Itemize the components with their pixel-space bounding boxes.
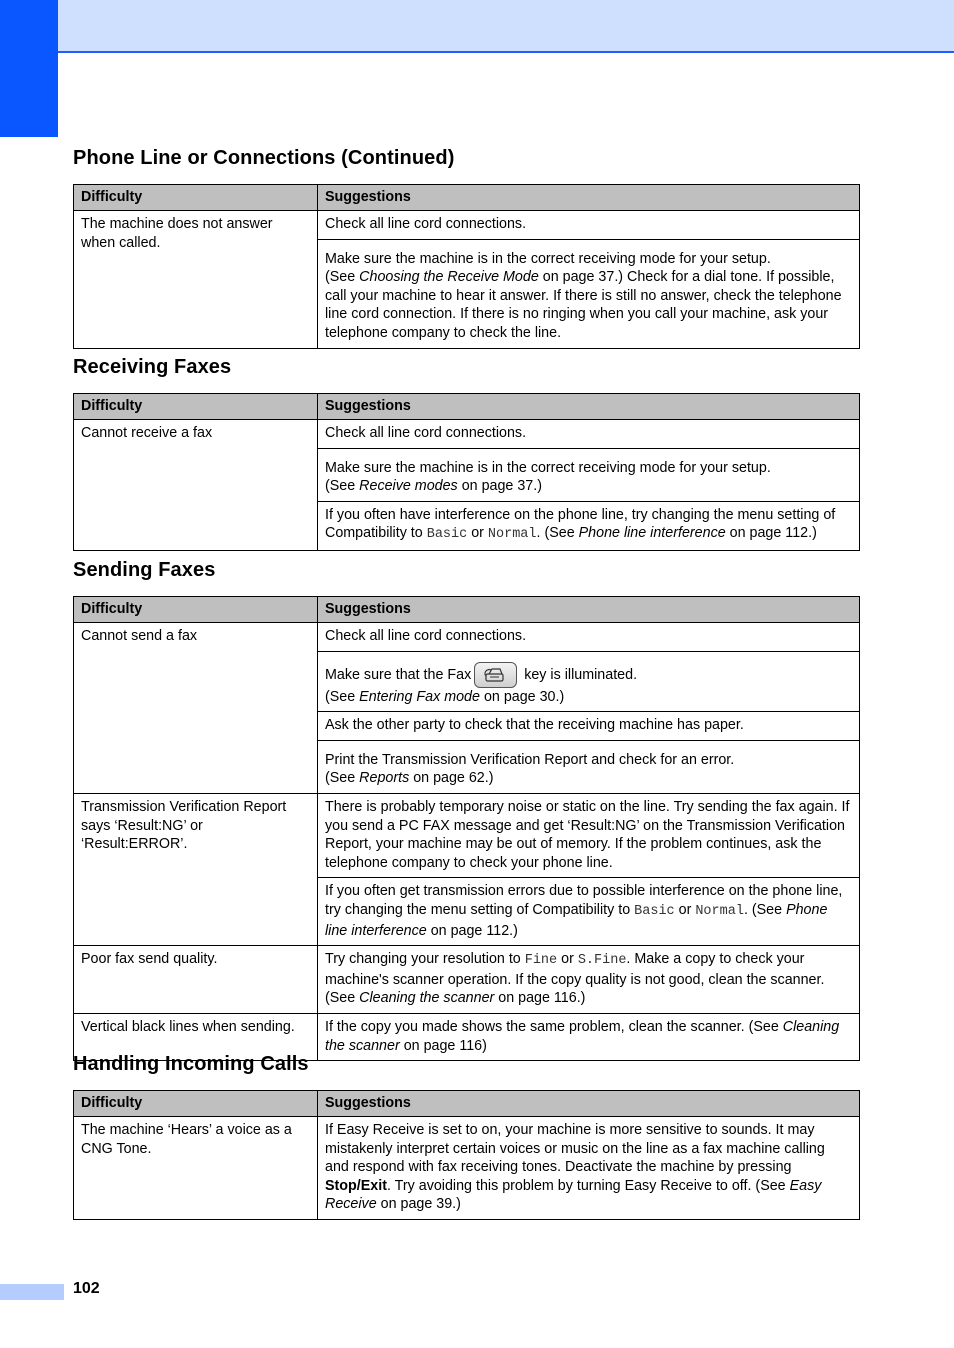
suggestion-cell [318, 448, 860, 501]
footer-tab [0, 1284, 64, 1300]
phone-line-table [73, 184, 860, 349]
suggestion-cell: There is probably temporary noise or static on the line. Try sending the fax again. If you send a PC FAX message and get ‘Result:NG’ on the Transmission Verification Report, your machine may be out of memory. If the problem continues, ask the telephone company to check your phone line. [318, 793, 860, 877]
table-row [74, 623, 860, 652]
menu-value: Fine [524, 953, 558, 969]
column-header-suggestions: Suggestions [318, 1091, 860, 1117]
cross-reference: Easy Receive [325, 1177, 822, 1213]
suggestion-text: . Try avoiding this problem by turning Easy Receive to off. (See [386, 1177, 790, 1194]
difficulty-cell: Transmission Verification Report says ‘Result:NG’ or ‘Result:ERROR’. [74, 793, 318, 945]
incoming-calls-table [73, 1090, 860, 1220]
section-title-incoming-calls: Handling Incoming Calls [73, 1053, 309, 1075]
suggestion-text: Try changing your resolution to [325, 951, 525, 968]
suggestion-cell [318, 878, 860, 946]
table-row [74, 946, 860, 1014]
column-header-suggestions: Suggestions [318, 394, 860, 420]
table-header-row [74, 597, 860, 623]
suggestion-text: on page 116.) [494, 990, 586, 1007]
cross-reference: Entering Fax mode [359, 688, 480, 705]
menu-value: S.Fine [577, 953, 627, 969]
column-header-difficulty: Difficulty [74, 597, 318, 623]
suggestion-text: on page 62.) [409, 770, 494, 787]
table-row [74, 211, 860, 240]
table-header-row [74, 185, 860, 211]
key-name: Stop/Exit [325, 1177, 387, 1194]
difficulty-cell: Cannot send a fax [74, 623, 318, 794]
suggestion-text: . Make a copy to check your machine's scanner operation. If the copy quality is not good, clean the scanner. (See [325, 951, 825, 1007]
table-row [74, 420, 860, 449]
header-bar [0, 0, 954, 53]
suggestion-text: Print the Transmission Verification Report and check for an error. [325, 751, 735, 768]
cross-reference: Phone line interference [325, 901, 828, 939]
menu-value: Normal [695, 903, 744, 919]
suggestion-cell: Ask the other party to check that the receiving machine has paper. [318, 712, 860, 741]
suggestion-text: on page 37.) Check for a dial tone. If possible, call your machine to hear it answer. If there is still no answer, check the telephone line cord connection. If there is no ringing when you call your machine, ask your telephone company to check the line. [325, 269, 842, 341]
sending-faxes-table [73, 596, 860, 1061]
menu-value: Basic [634, 903, 675, 919]
cross-reference: Receive modes [359, 478, 458, 495]
suggestion-text: If you often have interference on the phone line, try changing the menu setting of Compatibility to [325, 506, 836, 542]
menu-value: Basic [426, 527, 468, 543]
suggestion-text: If the copy you made shows the same problem, clean the scanner. (See [325, 1018, 783, 1035]
section-title-phone-line: Phone Line or Connections (Continued) [73, 147, 455, 169]
suggestion-text: on page 112.) [426, 922, 518, 939]
column-header-suggestions: Suggestions [318, 185, 860, 211]
suggestion-text: or [467, 525, 488, 542]
column-header-suggestions: Suggestions [318, 597, 860, 623]
suggestion-cell [318, 1013, 860, 1060]
suggestion-text: on page 116) [399, 1037, 487, 1054]
chapter-tab [0, 0, 58, 137]
suggestion-text: (See [325, 478, 360, 495]
suggestion-text: (See [325, 688, 360, 705]
difficulty-cell: Cannot receive a fax [74, 420, 318, 551]
suggestion-text: on page 112.) [725, 525, 817, 542]
suggestion-text: . (See [743, 901, 787, 918]
suggestion-cell [318, 501, 860, 550]
section-title-sending-faxes: Sending Faxes [73, 559, 216, 581]
suggestion-cell [318, 946, 860, 1014]
suggestion-text: . (See [536, 525, 579, 542]
suggestion-text: If Easy Receive is set to on, your machine is more sensitive to sounds. It may mistakenly interpret certain voices or music on the line as a fax machine calling and respond with fax receiving tones. Deactivate the machine by pressing [325, 1122, 825, 1176]
table-header-row [74, 1091, 860, 1117]
suggestion-text: key is illuminated. [524, 666, 638, 683]
suggestion-text: on page 39.) [376, 1196, 461, 1213]
column-header-difficulty: Difficulty [74, 1091, 318, 1117]
difficulty-cell: Poor fax send quality. [74, 946, 318, 1014]
suggestion-text: If you often get transmission errors due to possible interference on the phone line, try changing the menu setting of Compatibility to [325, 883, 843, 918]
suggestion-cell: Check all line cord connections. [318, 623, 860, 652]
cross-reference: Phone line interference [578, 525, 726, 542]
table-row [74, 793, 860, 877]
suggestion-text: or [557, 951, 578, 968]
suggestion-cell [318, 740, 860, 793]
column-header-difficulty: Difficulty [74, 185, 318, 211]
suggestion-cell [318, 1117, 860, 1220]
receiving-faxes-table [73, 393, 860, 551]
difficulty-cell: The machine does not answer when called. [74, 211, 318, 349]
cross-reference: Cleaning the scanner [325, 1018, 840, 1054]
suggestion-text: Make sure that the Fax [325, 666, 472, 683]
table-header-row [74, 394, 860, 420]
fax-key-icon [474, 662, 517, 688]
difficulty-cell: The machine ‘Hears’ a voice as a CNG Tone. [74, 1117, 318, 1220]
table-row [74, 1117, 860, 1220]
cross-reference: Cleaning the scanner [359, 990, 495, 1007]
suggestion-cell: Check all line cord connections. [318, 211, 860, 240]
suggestion-text: (See [325, 770, 360, 787]
cross-reference: Choosing the Receive Mode [359, 269, 539, 286]
page-number: 102 [73, 1280, 100, 1297]
section-title-receiving-faxes: Receiving Faxes [73, 356, 232, 378]
difficulty-cell: Vertical black lines when sending. [74, 1013, 318, 1060]
menu-value: Normal [487, 527, 537, 543]
cross-reference: Reports [359, 770, 410, 787]
suggestion-text: on page 37.) [457, 478, 542, 495]
suggestion-text: (See [325, 269, 360, 286]
suggestion-text: Make sure the machine is in the correct receiving mode for your setup. [325, 250, 771, 267]
suggestion-cell: Check all line cord connections. [318, 420, 860, 449]
suggestion-cell [318, 651, 860, 712]
column-header-difficulty: Difficulty [74, 394, 318, 420]
suggestion-text: or [674, 901, 696, 918]
suggestion-text: on page 30.) [479, 688, 565, 705]
suggestion-cell [318, 239, 860, 348]
suggestion-text: Make sure the machine is in the correct receiving mode for your setup. [325, 459, 771, 476]
